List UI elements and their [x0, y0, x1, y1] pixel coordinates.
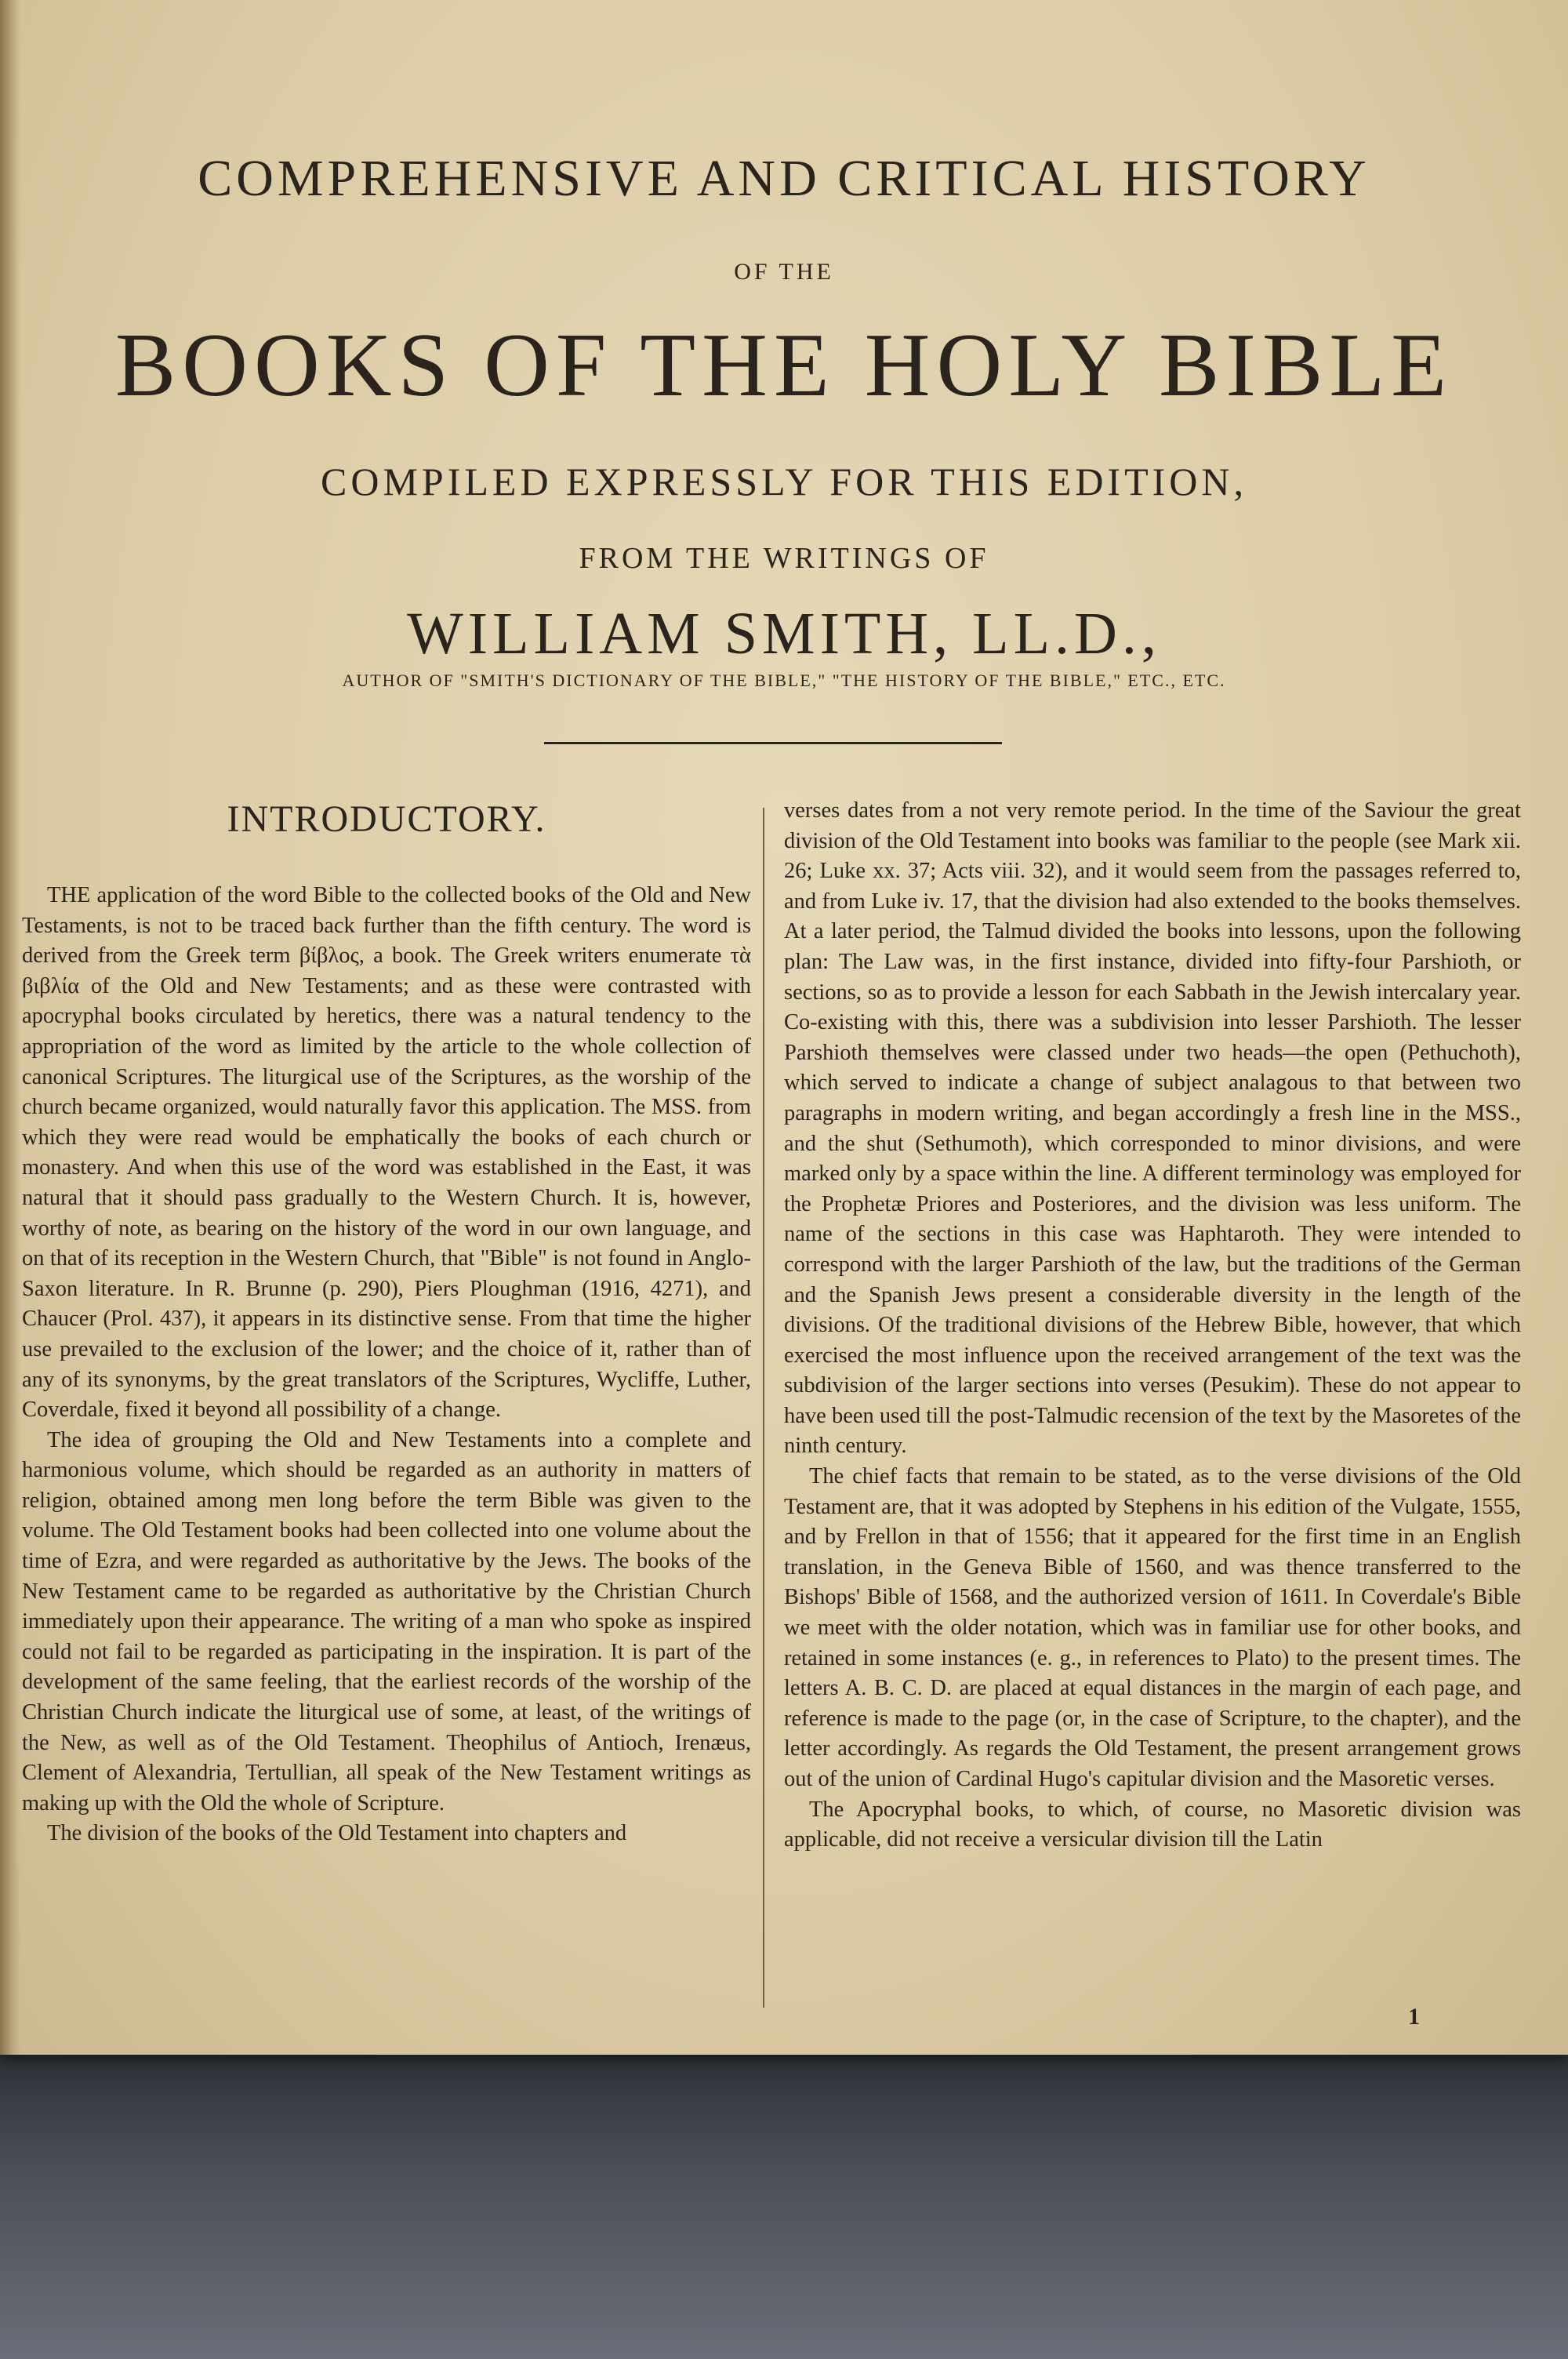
paragraph: THE application of the word Bible to the collected books of the Old and New Testaments, is not to be traced back further than the fifth century. The word is derived from the Greek term βίβλος, a book. The Greek writers enumerate τὰ βιβλία of the Old and New Testaments; and as these were contrasted with apocryphal books circulated by heretics, there was a natural tendency to the appropriation of the word as limited by the article to the whole collection of canonical Scriptures. The liturgical use of the Scriptures, as the worship of the church became organized, would naturally favor this application. The MSS. from which they were read would be emphatically the books of each church or monastery. And when this use of the word was established in the East, it was natural that it should pass gradually to the Western Church. It is, however, worthy of note, as bearing on the history of the word in our own language, and on that of its reception in the Western Church, that "Bible" is not found in Anglo-Saxon literature. In R. Brunne (p. 290), Piers Ploughman (1916, 4271), and Chaucer (Prol. 437), it appears in its distinctive sense. From that time the higher use prevailed to the exclusion of the lower; and the choice of it, rather than of any of its synonyms, by the great translators of the Scriptures, Wycliffe, Luther, Coverdale, fixed it beyond all possibility of a change. — [22, 883, 751, 1423]
paragraph: The chief facts that remain to be stated, as to the verse divisions of the Old Testament are, that it was adopted by Stephens in his edition of the Vulgate, 1555, and by Frellon in that of 1556; that it appeared for the first time in an English translation, in the Geneva Bible of 1560, and was thence transferred to the Bishops' Bible of 1568, and the authorized version of 1611. In Coverdale's Bible we meet with the older notation, which was in familiar use for other books, and retained in some instances (e. g., in references to Plato) to the present times. The letters A. B. C. D. are placed at equal distances in the margin of each page, and reference is made to the page (or, in the case of Scripture, to the chapter), and the letter accordingly. As regards the Old Testament, the present arrangement grows out of the union of Cardinal Hugo's capitular division and the Masoretic verses. — [784, 1464, 1521, 1791]
section-heading: INTRODUCTORY. — [227, 798, 546, 840]
paragraph: The division of the books of the Old Testament into chapters and — [47, 1821, 627, 1846]
author-credits: AUTHOR OF "SMITH'S DICTIONARY OF THE BIBLE," "THE HISTORY OF THE BIBLE," ETC., ETC. — [342, 671, 1226, 690]
left-column — [22, 796, 751, 1849]
paragraph: verses dates from a not very remote period. In the time of the Saviour the great division of the Old Testament into books was familiar to the people (see Mark xii. 26; Luke xx. 37; Acts viii. 32), and it would seem from the passages referred to, and from Luke iv. 17, that the division had also extended to the books themselves. At a later period, the Talmud divided the books into lessons, upon the following plan: The Law was, in the first instance, divided into fifty-four Parshioth, or sections, so as to provide a lesson for each Sabbath in the Jewish intercalary year. Co-existing with this, there was a subdivision into lesser Parshioth. The lesser Parshioth themselves were classed under two heads—the open (Pethuchoth), which served to indicate a change of subject analagous to that between two paragraphs in modern writing, and began accordingly a fresh line in the MSS., and the shut (Sethumoth), which corresponded to minor divisions, and were marked only by a space within the line. A different terminology was employed for the Prophetæ Priores and Posteriores, and the division was less uniform. The name of the sections in this case was Haphtaroth. They were intended to correspond with the larger Parshioth of the law, but the traditions of the German and the Spanish Jews present a considerable diversity in the length of the divisions. Of the traditional divisions of the Hebrew Bible, however, that which exercised the most influence upon the received arrangement of the text was the subdivision of the larger sections into verses (Pesukim). These do not appear to have been used till the post-Talmudic recension of the text by the Masoretes of the ninth century. — [784, 798, 1521, 1459]
subtitle-compiled: COMPILED EXPRESSLY FOR THIS EDITION, — [320, 460, 1247, 503]
page-number: 1 — [1408, 2004, 1420, 2030]
desk-backdrop — [0, 2039, 1568, 2359]
main-title: BOOKS OF THE HOLY BIBLE — [114, 315, 1454, 416]
title-divider — [544, 742, 1002, 744]
paragraph: The idea of grouping the Old and New Testaments into a complete and harmonious volume, which should be regarded as an authority in matters of religion, obtained among men long before the term Bible was given to the volume. The Old Testament books had been collected into one volume about the time of Ezra, and were regarded as authoritative by the Jews. The books of the New Testament came to be regarded as authoritative by the Christian Church immediately upon their appearance. The writing of a man who spoke as inspired could not fail to be regarded as participating in the inspiration. It is part of the development of the same feeling, that the earliest records of the worship of the Christian Church indicate the liturgical use of some, at least, of the writings of the New, as well as of the Old Testament. Theophilus of Antioch, Irenæus, Clement of Alexandria, Tertullian, all speak of the New Testament writings as making up with the Old the whole of Scripture. — [22, 1427, 751, 1816]
paragraph: The Apocryphal books, to which, of course, no Masoretic division was applicable, did not receive a versicular division till the Latin — [784, 1797, 1521, 1852]
title-block — [0, 0, 1568, 753]
author-name: WILLIAM SMITH, LL.D., — [407, 601, 1161, 667]
subtitle-from-writings: FROM THE WRITINGS OF — [579, 542, 989, 575]
right-column — [784, 796, 1521, 1856]
title-line-history: COMPREHENSIVE AND CRITICAL HISTORY — [198, 150, 1370, 207]
column-divider — [763, 808, 764, 2008]
title-line-of-the: OF THE — [734, 259, 834, 285]
